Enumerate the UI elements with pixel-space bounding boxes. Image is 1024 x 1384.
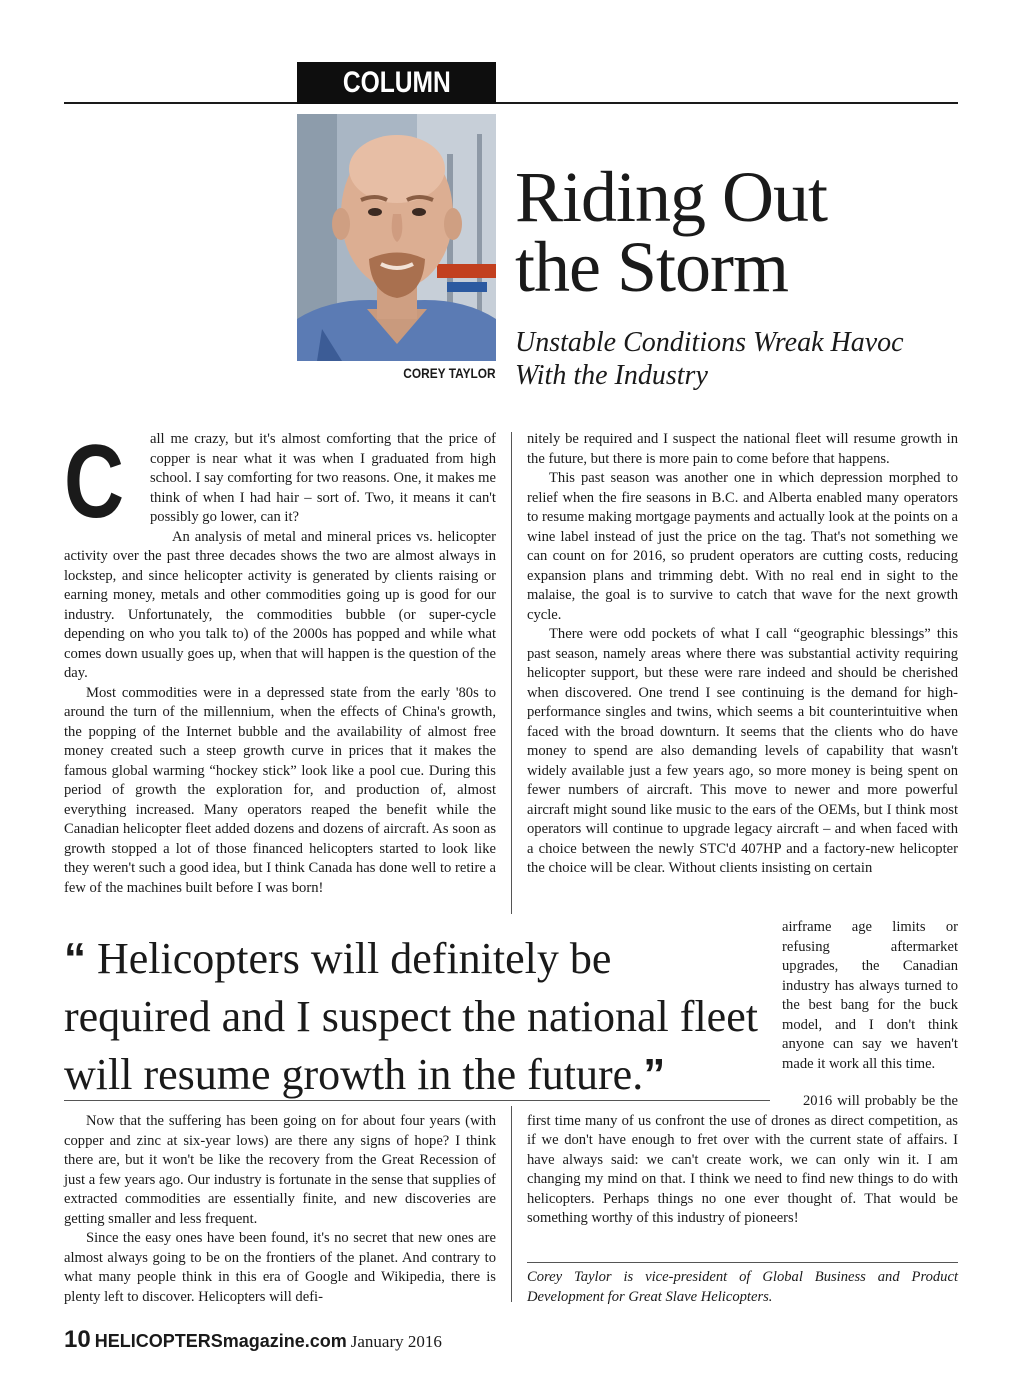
author-bio: Corey Taylor is vice-president of Global Business and Product Development for Great Slave Helicopters. <box>527 1269 958 1305</box>
issue-date: January 2016 <box>350 1332 442 1351</box>
author-name: COREY TAYLOR <box>403 365 496 381</box>
column-divider-top <box>511 432 512 914</box>
paragraph-4: Now that the suffering has been going on for about four years (with copper and zinc at six-year lows) are there any signs of hope? I think there are, but it won't be like the recovery from the Great Recession of just a few years ago. Our industry is fortunate in the sense that supplies of extracted commodities are essentially finite, and new discoveries are getting smaller and less frequent. <box>64 1113 496 1227</box>
paragraph-3: Most commodities were in a depressed state from the early '80s to around the turn of the millennium, when the effects of China's growth, the popping of the Internet bubble and the availability of almost free money created such a steep growth curve in prices that it makes the famous global warming “hockey stick” look like a pool cue. During this period of growth the exploration for, and production of, almost everything increased. Many operators reaped the benefit while the Canadian helicopter fleet added dozens and dozens of aircraft. As soon as growth stopped a lot of those financed helicopters started to look like they weren't such a good idea, but I think Canada has done well to retire a few of the machines built before I was born! <box>64 684 496 896</box>
header-rule <box>64 102 958 104</box>
paragraph-r2: This past season was another one in which depression morphed to relief when the fire seasons in B.C. and Alberta enabled many operators to resume making mortgage payments and actually look at the points on a wine label instead of just the price on the tag. That's not something we can count on for 2016, so prudent operators are cutting costs, reducing expansion plans and trimming debt. With no real end in sight to the malaise, the goal is to survive to catch that wave for the next growth cycle. <box>527 470 958 623</box>
paragraph-r3: There were odd pockets of what I call “geographic blessings” this past season, namely areas where there was substantial activity requiring helicopter support, but these were rare indeed and should be cherished when discovered. One trend I see continuing is the demand for high-performance singles and twins, which seems a bit counterintuitive when faced with the broad downturn. It seems that the clients who do have money to spend are also demanding levels of capability that wasn't widely available just a few years ago, so more money is being spent on fewer numbers of aircraft. This move to newer and more powerful aircraft might sound like music to the ears of the OEMs, but I think most operators will continue to upgrade legacy aircraft – and when faced with a choice between the newly STC'd 407HP and a factory-new helicopter the choice will be clear. Without clients insisting on certain <box>527 626 958 876</box>
column-divider-bottom <box>511 1106 512 1302</box>
paragraph-1: all me crazy, but it's almost comforting that the price of copper is near what it was when I graduated from high school. I say comforting for two reasons. One, it makes me think of when I had hair – sort of. Two, it means it can't possibly go lower, can it? <box>150 431 496 525</box>
article-title <box>515 157 955 307</box>
open-quote-mark: “ <box>64 934 86 983</box>
page-footer <box>64 1326 442 1354</box>
pull-quote-text: Helicopters will definitely be required and I suspect the national fleet will resume growth in the future. <box>64 934 758 1099</box>
magazine-url: HELICOPTERSmagazine.com <box>94 1331 347 1351</box>
paragraph-5: Since the easy ones have been found, it's no secret that new ones are almost always going to be on the frontiers of the planet. And contrary to what many people think in this era of Google and Wikipedia, there is plenty left to discover. Helicopters will defi- <box>64 1230 496 1305</box>
title-line-2: the Storm <box>515 227 788 307</box>
paragraph-r4: 2016 will probably be the first time many of us confront the use of drones as direct competition, as if we don't have enough to fret over with the current state of affairs. I have always said: we can't create work, we can only win it. I am changing my mind on that. I think we need to find new things to do with helicopters. Perhaps things no one ever thought of. That would be something worthy of this industry of pioneers! <box>527 1093 958 1226</box>
subtitle-line-2: With the Industry <box>515 360 708 391</box>
paragraph-r1: nitely be required and I suspect the national fleet will resume growth in the future, but there is more pain to come before that happens. <box>527 431 958 467</box>
bio-rule <box>527 1262 958 1263</box>
subtitle-line-1: Unstable Conditions Wreak Havoc <box>515 327 904 358</box>
article-subtitle <box>515 326 955 392</box>
author-photo <box>297 114 496 361</box>
paragraph-2: An analysis of metal and mineral prices vs. helicopter activity over the past three decades shows the two are almost always in lockstep, and since helicopter activity is generated by clients raising or earning money, metals and other commodities going up is good for our industry. Unfortunately, the commodities bubble (or super-cycle depending on who you talk to) of the 2000s has popped and while what comes down usually goes up, when that will happen is the question of the day. <box>64 528 496 681</box>
left-column-top <box>64 424 496 898</box>
right-column-top <box>527 430 958 879</box>
paragraph-r3-continued: airframe age limits or refusing aftermarket upgrades, the Canadian industry has always turned to the best bang for the buck model, and I don't think anyone can say we haven't made it work all this time. <box>782 919 958 1072</box>
close-quote-mark: ” <box>643 1050 666 1099</box>
pull-quote <box>64 930 764 1104</box>
drop-cap: C <box>64 424 125 540</box>
left-column-bottom <box>64 1112 496 1307</box>
author-portrait-illustration <box>297 114 496 361</box>
right-column-wrap <box>782 918 958 1074</box>
title-line-1: Riding Out <box>515 157 828 237</box>
page-number: 10 <box>64 1326 91 1353</box>
right-column-bottom <box>527 1092 958 1229</box>
section-banner <box>297 62 496 104</box>
section-label: COLUMN <box>342 66 451 99</box>
author-byline <box>300 365 496 381</box>
